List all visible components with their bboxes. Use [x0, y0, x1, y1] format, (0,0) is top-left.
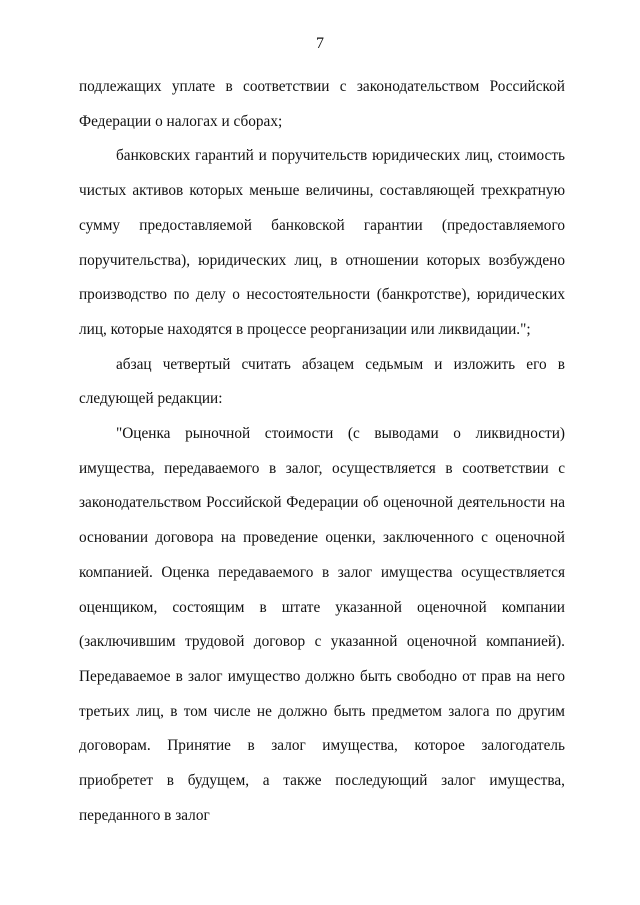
document-body	[79, 70, 565, 833]
paragraph-bank-guarantees: банковских гарантий и поручительств юридических лиц, стоимость чистых активов которых меньше величины, составляющей трехкратную сумму предоставляемой банковской гарантии (предоставляемого поручительства), юридических лиц, в отношении которых возбуждено производство по делу о несостоятельности (банкротстве), юридических лиц, которые находятся в процессе реорганизации или ликвидации.";	[79, 147, 565, 338]
paragraph-tax-continuation: подлежащих уплате в соответствии с законодательством Российской Федерации о налогах и сборах;	[79, 78, 565, 130]
paragraph-market-value-assessment: "Оценка рыночной стоимости (с выводами о ликвидности) имущества, передаваемого в залог, осуществляется в соответствии с законодательством Российской Федерации об оценочной деятельности на основании договора на проведение оценки, заключенного с оценочной компанией. Оценка передаваемого в залог имущества осуществляется оценщиком, состоящим в штате указанной оценочной компании (заключившим трудовой договор с указанной оценочной компанией). Передаваемое в залог имущество должно быть свободно от прав на него третьих лиц, в том числе не должно быть предметом залога по другим договорам. Принятие в залог имущества, которое залогодатель приобретет в будущем, а также последующий залог имущества, переданного в залог	[79, 425, 565, 824]
paragraph-fourth-clause-instruction: абзац четвертый считать абзацем седьмым и изложить его в следующей редакции:	[79, 355, 565, 408]
page-number: 7	[316, 35, 324, 52]
